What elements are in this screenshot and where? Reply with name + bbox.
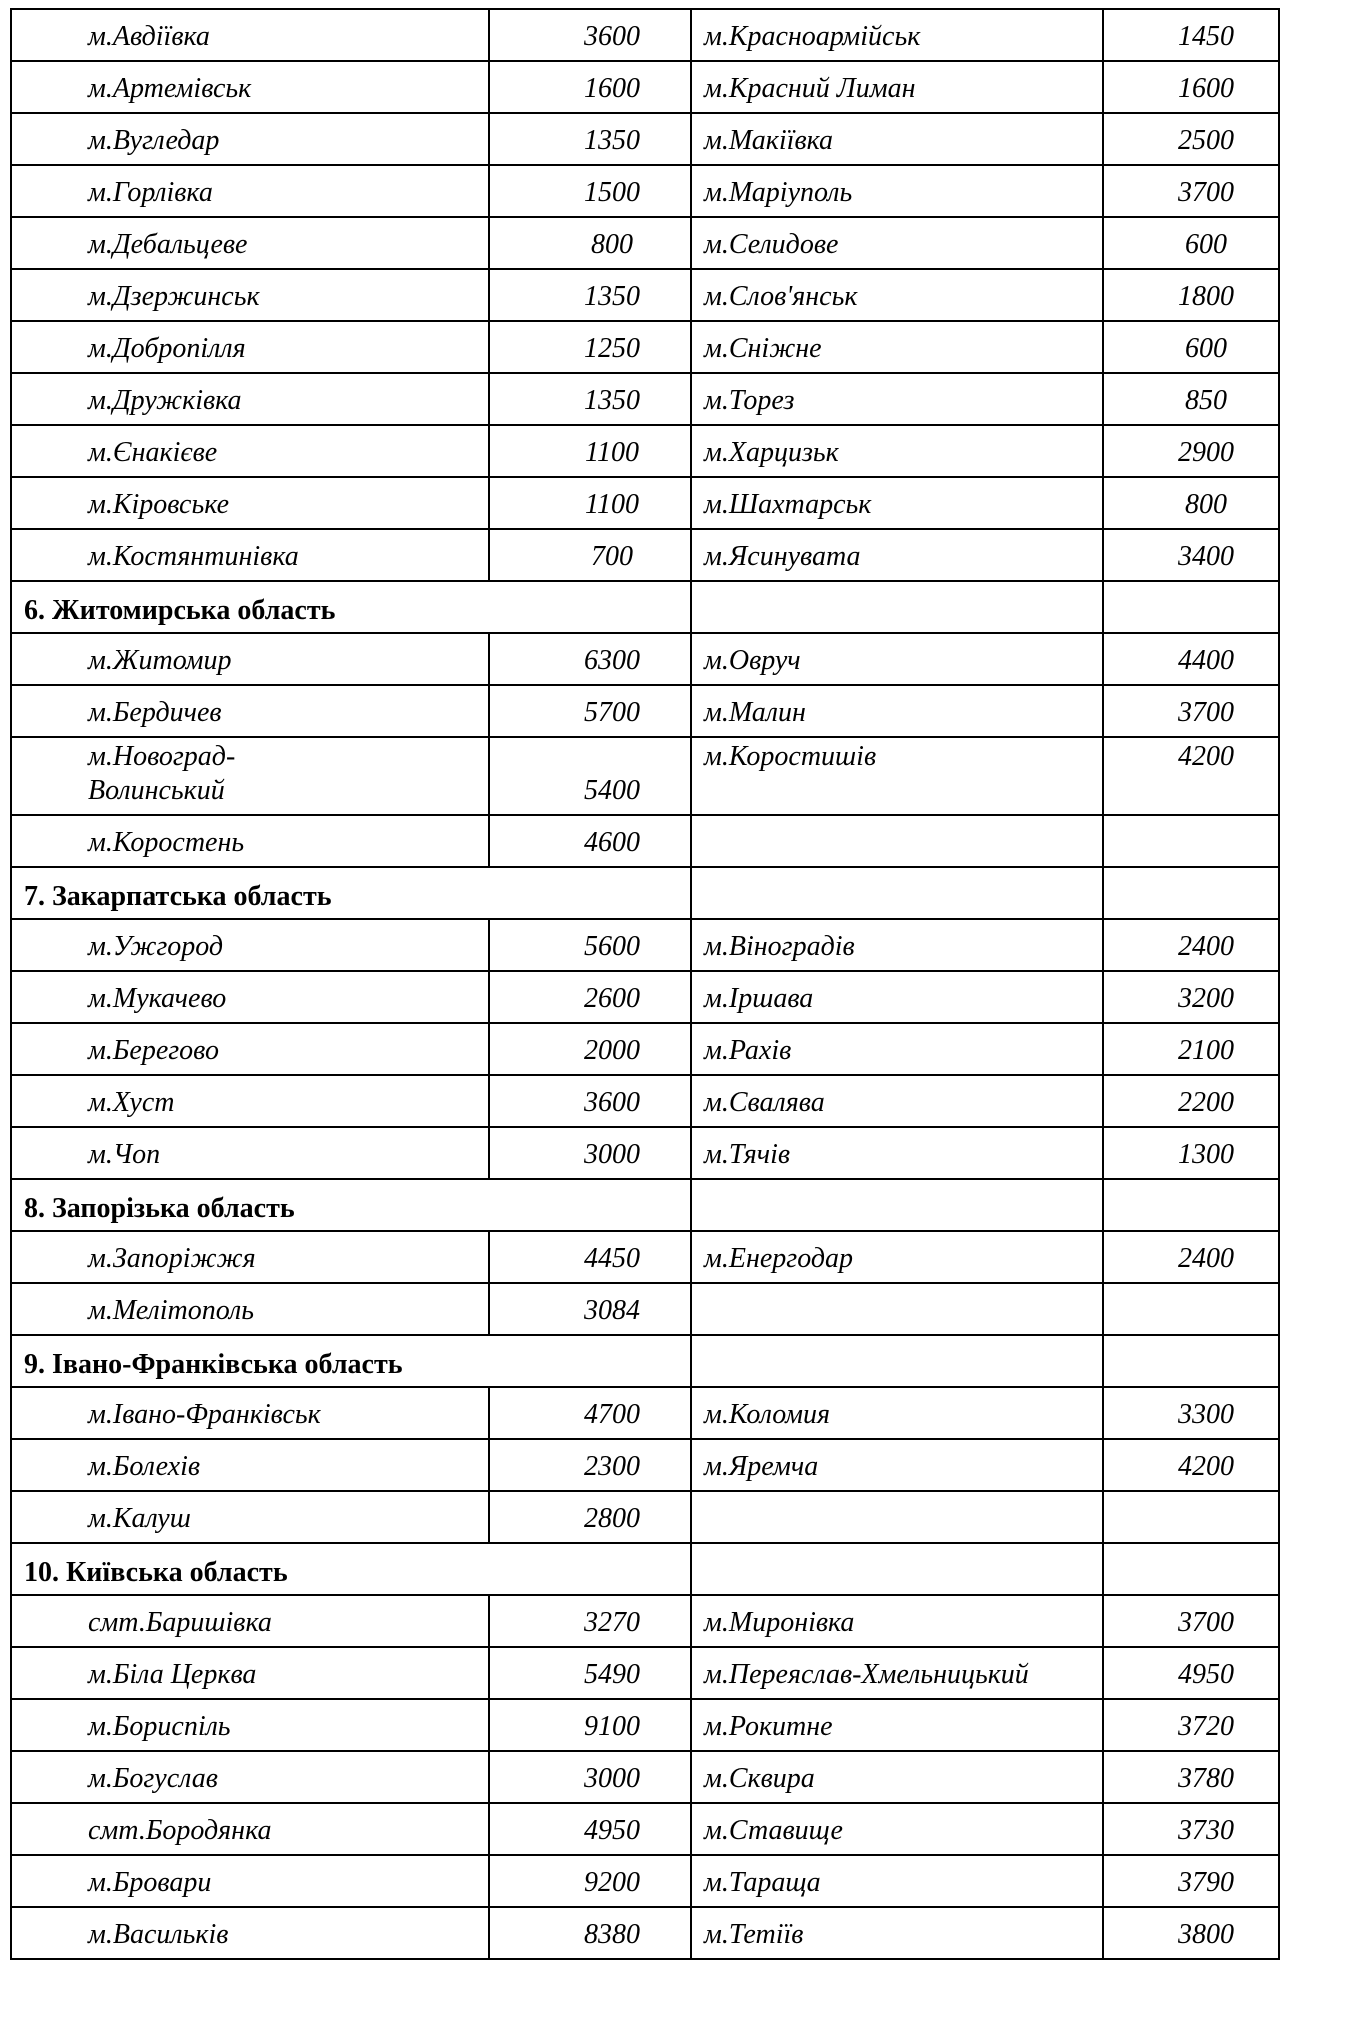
city-name: м.Дебальцеве bbox=[11, 217, 489, 269]
city-value: 1350 bbox=[489, 373, 691, 425]
section-header-row bbox=[11, 1179, 1279, 1231]
city-value: 2000 bbox=[489, 1023, 691, 1075]
table-row bbox=[11, 1595, 1279, 1647]
city-name: м.Новоград- Волинський bbox=[11, 737, 489, 815]
city-value: 1500 bbox=[489, 165, 691, 217]
city-value: 1350 bbox=[489, 269, 691, 321]
city-name: м.Коростень bbox=[11, 815, 489, 867]
city-value: 4450 bbox=[489, 1231, 691, 1283]
table-row bbox=[11, 373, 1279, 425]
city-name: м.Ужгород bbox=[11, 919, 489, 971]
table-row bbox=[11, 1283, 1279, 1335]
cities-table bbox=[10, 8, 1280, 1960]
table-row bbox=[11, 1127, 1279, 1179]
table-row bbox=[11, 1699, 1279, 1751]
city-name: м.Макіївка bbox=[691, 113, 1103, 165]
city-name: м.Житомир bbox=[11, 633, 489, 685]
city-value: 3000 bbox=[489, 1751, 691, 1803]
city-value: 3700 bbox=[1103, 1595, 1279, 1647]
table-row bbox=[11, 919, 1279, 971]
city-name: м.Торез bbox=[691, 373, 1103, 425]
document-page bbox=[10, 8, 1280, 1960]
section-header-row bbox=[11, 1543, 1279, 1595]
city-value: 1100 bbox=[489, 477, 691, 529]
city-value: 4200 bbox=[1103, 737, 1279, 815]
city-name: м.Іршава bbox=[691, 971, 1103, 1023]
city-value: 2800 bbox=[489, 1491, 691, 1543]
city-name: м.Артемівськ bbox=[11, 61, 489, 113]
city-name: м.Богуслав bbox=[11, 1751, 489, 1803]
city-value: 1350 bbox=[489, 113, 691, 165]
city-value bbox=[1103, 815, 1279, 867]
table-row bbox=[11, 165, 1279, 217]
city-name: м.Костянтинівка bbox=[11, 529, 489, 581]
city-value: 3730 bbox=[1103, 1803, 1279, 1855]
empty-cell bbox=[1103, 581, 1279, 633]
city-value: 2400 bbox=[1103, 919, 1279, 971]
table-row bbox=[11, 477, 1279, 529]
city-value: 600 bbox=[1103, 321, 1279, 373]
city-value: 1100 bbox=[489, 425, 691, 477]
city-value: 4700 bbox=[489, 1387, 691, 1439]
city-value: 1250 bbox=[489, 321, 691, 373]
table-row bbox=[11, 1491, 1279, 1543]
city-name: м.Дружківка bbox=[11, 373, 489, 425]
table-row bbox=[11, 269, 1279, 321]
city-value: 9100 bbox=[489, 1699, 691, 1751]
city-name: м.Бровари bbox=[11, 1855, 489, 1907]
table-row bbox=[11, 633, 1279, 685]
city-name: м.Яремча bbox=[691, 1439, 1103, 1491]
city-value: 3300 bbox=[1103, 1387, 1279, 1439]
city-name: м.Дзержинськ bbox=[11, 269, 489, 321]
city-value: 2600 bbox=[489, 971, 691, 1023]
city-name: м.Бердичев bbox=[11, 685, 489, 737]
table-row bbox=[11, 1647, 1279, 1699]
section-title: 9. Івано-Франківська область bbox=[11, 1335, 691, 1387]
city-name: м.Ясинувата bbox=[691, 529, 1103, 581]
city-name: смт.Бородянка bbox=[11, 1803, 489, 1855]
city-value: 4600 bbox=[489, 815, 691, 867]
city-name: м.Енергодар bbox=[691, 1231, 1103, 1283]
city-name: м.Малин bbox=[691, 685, 1103, 737]
city-value: 700 bbox=[489, 529, 691, 581]
city-value: 2200 bbox=[1103, 1075, 1279, 1127]
table-row bbox=[11, 1075, 1279, 1127]
city-name: м.Маріуполь bbox=[691, 165, 1103, 217]
city-name: м.Єнакієве bbox=[11, 425, 489, 477]
city-value: 9200 bbox=[489, 1855, 691, 1907]
empty-cell bbox=[1103, 1543, 1279, 1595]
table-row bbox=[11, 1231, 1279, 1283]
city-value: 3600 bbox=[489, 1075, 691, 1127]
city-value: 850 bbox=[1103, 373, 1279, 425]
table-row bbox=[11, 1439, 1279, 1491]
city-value: 4950 bbox=[1103, 1647, 1279, 1699]
city-name: м.Віноградів bbox=[691, 919, 1103, 971]
table-row bbox=[11, 9, 1279, 61]
section-header-row bbox=[11, 1335, 1279, 1387]
city-name: м.Шахтарськ bbox=[691, 477, 1103, 529]
city-name: м.Овруч bbox=[691, 633, 1103, 685]
city-name bbox=[691, 815, 1103, 867]
empty-cell bbox=[691, 1543, 1103, 1595]
city-name: м.Хуст bbox=[11, 1075, 489, 1127]
city-value: 4400 bbox=[1103, 633, 1279, 685]
city-name: м.Івано-Франківськ bbox=[11, 1387, 489, 1439]
section-title: 6. Житомирська область bbox=[11, 581, 691, 633]
section-title: 8. Запорізька область bbox=[11, 1179, 691, 1231]
city-name: м.Селидове bbox=[691, 217, 1103, 269]
city-name: м.Миронівка bbox=[691, 1595, 1103, 1647]
city-name: м.Бориспіль bbox=[11, 1699, 489, 1751]
city-name: м.Болехів bbox=[11, 1439, 489, 1491]
city-name: м.Слов'янськ bbox=[691, 269, 1103, 321]
city-name: м.Тячів bbox=[691, 1127, 1103, 1179]
table-row bbox=[11, 217, 1279, 269]
table-row bbox=[11, 61, 1279, 113]
section-title: 10. Київська область bbox=[11, 1543, 691, 1595]
table-row bbox=[11, 1023, 1279, 1075]
city-value: 1450 bbox=[1103, 9, 1279, 61]
city-name: м.Мелітополь bbox=[11, 1283, 489, 1335]
city-name: м.Авдіївка bbox=[11, 9, 489, 61]
city-name: м.Сніжне bbox=[691, 321, 1103, 373]
city-value: 800 bbox=[1103, 477, 1279, 529]
city-name: м.Переяслав-Хмельницький bbox=[691, 1647, 1103, 1699]
city-name: м.Берегово bbox=[11, 1023, 489, 1075]
city-value: 3790 bbox=[1103, 1855, 1279, 1907]
table-row bbox=[11, 815, 1279, 867]
city-value: 3720 bbox=[1103, 1699, 1279, 1751]
empty-cell bbox=[691, 581, 1103, 633]
city-name: м.Чоп bbox=[11, 1127, 489, 1179]
city-value: 3600 bbox=[489, 9, 691, 61]
table-row bbox=[11, 321, 1279, 373]
city-value: 1600 bbox=[1103, 61, 1279, 113]
city-value: 5400 bbox=[489, 737, 691, 815]
city-value: 2500 bbox=[1103, 113, 1279, 165]
city-value: 2100 bbox=[1103, 1023, 1279, 1075]
city-name: м.Тетіїв bbox=[691, 1907, 1103, 1959]
city-value: 3270 bbox=[489, 1595, 691, 1647]
city-name: м.Сквира bbox=[691, 1751, 1103, 1803]
table-body bbox=[11, 9, 1279, 1959]
city-name bbox=[691, 1491, 1103, 1543]
city-name: м.Вугледар bbox=[11, 113, 489, 165]
table-row bbox=[11, 529, 1279, 581]
table-row bbox=[11, 1803, 1279, 1855]
empty-cell bbox=[1103, 1179, 1279, 1231]
city-value: 1300 bbox=[1103, 1127, 1279, 1179]
table-row bbox=[11, 1387, 1279, 1439]
city-value: 3700 bbox=[1103, 685, 1279, 737]
city-value: 5700 bbox=[489, 685, 691, 737]
city-name: м.Мукачево bbox=[11, 971, 489, 1023]
city-value: 2300 bbox=[489, 1439, 691, 1491]
table-row bbox=[11, 1907, 1279, 1959]
city-value: 2900 bbox=[1103, 425, 1279, 477]
city-value: 4200 bbox=[1103, 1439, 1279, 1491]
table-row bbox=[11, 113, 1279, 165]
city-value: 1600 bbox=[489, 61, 691, 113]
city-value: 3780 bbox=[1103, 1751, 1279, 1803]
city-name: м.Красний Лиман bbox=[691, 61, 1103, 113]
table-row bbox=[11, 1855, 1279, 1907]
city-value: 3400 bbox=[1103, 529, 1279, 581]
section-title: 7. Закарпатська область bbox=[11, 867, 691, 919]
city-name bbox=[691, 1283, 1103, 1335]
city-value: 3700 bbox=[1103, 165, 1279, 217]
city-name: м.Калуш bbox=[11, 1491, 489, 1543]
table-row bbox=[11, 1751, 1279, 1803]
empty-cell bbox=[691, 1335, 1103, 1387]
city-name: м.Рахів bbox=[691, 1023, 1103, 1075]
city-name: м.Горлівка bbox=[11, 165, 489, 217]
city-name: м.Красноармійськ bbox=[691, 9, 1103, 61]
city-value: 5490 bbox=[489, 1647, 691, 1699]
empty-cell bbox=[1103, 1335, 1279, 1387]
city-name: м.Добропілля bbox=[11, 321, 489, 373]
city-value: 8380 bbox=[489, 1907, 691, 1959]
city-name: м.Біла Церква bbox=[11, 1647, 489, 1699]
city-value: 800 bbox=[489, 217, 691, 269]
city-value: 2400 bbox=[1103, 1231, 1279, 1283]
empty-cell bbox=[691, 867, 1103, 919]
table-row bbox=[11, 425, 1279, 477]
city-name: м.Ставище bbox=[691, 1803, 1103, 1855]
table-row bbox=[11, 685, 1279, 737]
city-name: м.Свалява bbox=[691, 1075, 1103, 1127]
city-name: м.Васильків bbox=[11, 1907, 489, 1959]
city-value: 5600 bbox=[489, 919, 691, 971]
table-row bbox=[11, 737, 1279, 815]
city-value: 3800 bbox=[1103, 1907, 1279, 1959]
city-name: м.Харцизьк bbox=[691, 425, 1103, 477]
city-name: м.Рокитне bbox=[691, 1699, 1103, 1751]
city-value: 3084 bbox=[489, 1283, 691, 1335]
city-value bbox=[1103, 1491, 1279, 1543]
city-name: м.Запоріжжя bbox=[11, 1231, 489, 1283]
city-name: м.Таращa bbox=[691, 1855, 1103, 1907]
city-value: 4950 bbox=[489, 1803, 691, 1855]
empty-cell bbox=[691, 1179, 1103, 1231]
city-value: 6300 bbox=[489, 633, 691, 685]
city-name: смт.Баришівка bbox=[11, 1595, 489, 1647]
table-row bbox=[11, 971, 1279, 1023]
city-value: 3200 bbox=[1103, 971, 1279, 1023]
city-value: 600 bbox=[1103, 217, 1279, 269]
section-header-row bbox=[11, 867, 1279, 919]
city-value bbox=[1103, 1283, 1279, 1335]
city-value: 1800 bbox=[1103, 269, 1279, 321]
city-value: 3000 bbox=[489, 1127, 691, 1179]
city-name: м.Коростишів bbox=[691, 737, 1103, 815]
city-name: м.Коломия bbox=[691, 1387, 1103, 1439]
section-header-row bbox=[11, 581, 1279, 633]
empty-cell bbox=[1103, 867, 1279, 919]
city-name: м.Кіровське bbox=[11, 477, 489, 529]
